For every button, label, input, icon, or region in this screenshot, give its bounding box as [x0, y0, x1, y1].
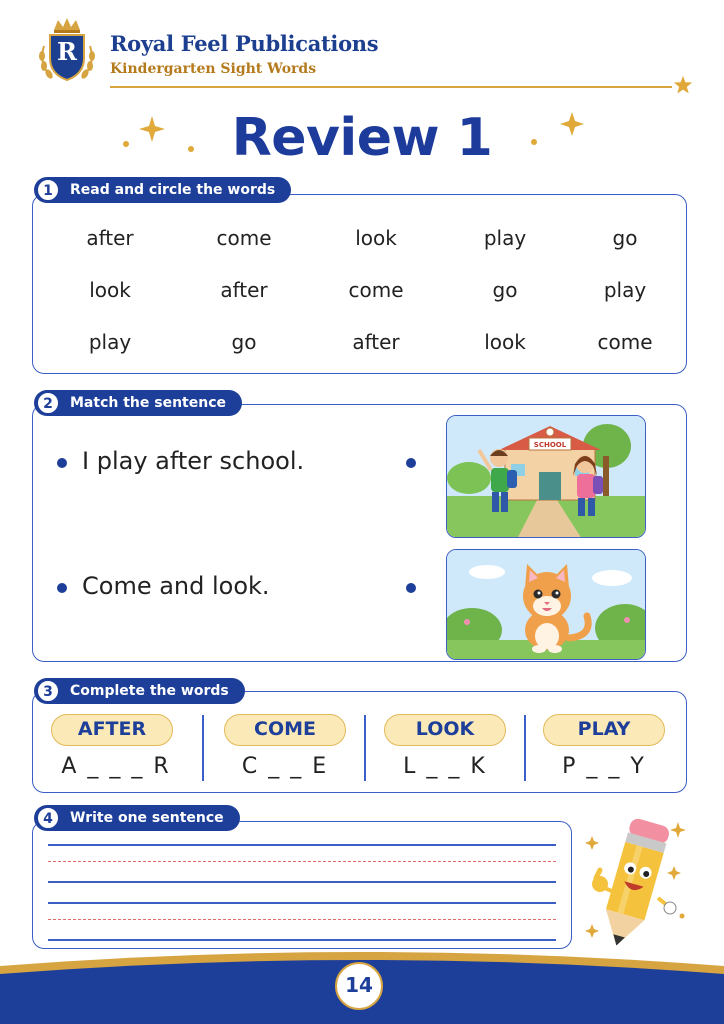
writing-line-mid — [48, 861, 556, 862]
writing-line-top — [48, 844, 556, 846]
section-number: 1 — [37, 179, 59, 201]
page-title: Review 1 — [231, 108, 493, 168]
writing-line-base — [48, 939, 556, 941]
sight-word[interactable]: after — [220, 278, 268, 302]
sight-word[interactable]: look — [355, 226, 397, 250]
publisher-name: Royal Feel Publications — [110, 31, 379, 56]
sight-word[interactable]: look — [89, 278, 131, 302]
sight-word[interactable]: play — [483, 226, 527, 250]
match-sentence: Come and look. — [82, 572, 270, 600]
fill-blank[interactable]: L _ _ K — [403, 754, 487, 779]
school-children-illustration — [447, 416, 646, 538]
section-3-tag — [34, 678, 245, 704]
sight-word[interactable]: go — [492, 278, 518, 302]
word-pill: LOOK — [384, 714, 506, 746]
section-number: 3 — [37, 680, 59, 702]
fill-blank[interactable]: A _ _ _ R — [61, 754, 171, 779]
section-1-tag — [34, 177, 291, 203]
sight-word[interactable]: come — [597, 330, 653, 354]
fill-blank[interactable]: C _ _ E — [241, 754, 329, 779]
series-subtitle: Kindergarten Sight Words — [110, 61, 317, 77]
cat-illustration — [447, 550, 646, 660]
pencil-mascot-icon — [578, 814, 698, 954]
sight-word[interactable]: go — [612, 226, 638, 250]
sight-word[interactable]: go — [231, 330, 257, 354]
section-number: 2 — [37, 392, 59, 414]
section-label: Read and circle the words — [70, 182, 276, 198]
section-2-tag — [34, 390, 242, 416]
writing-line-mid — [48, 919, 556, 920]
sight-word[interactable]: after — [86, 226, 134, 250]
fill-blank[interactable]: P _ _ Y — [562, 754, 646, 779]
school-picture — [446, 415, 646, 538]
logo-letter: R — [57, 37, 77, 66]
sight-word[interactable]: play — [603, 278, 647, 302]
section-write — [32, 821, 572, 949]
match-dot-left[interactable] — [57, 458, 67, 468]
match-dot-right[interactable] — [406, 583, 416, 593]
writing-line-base — [48, 881, 556, 883]
sight-word[interactable]: come — [348, 278, 404, 302]
page-number: 14 — [335, 962, 383, 1010]
section-number: 4 — [37, 807, 59, 829]
school-sign: SCHOOL — [533, 441, 567, 449]
star-icon — [672, 74, 694, 96]
word-pill: AFTER — [51, 714, 173, 746]
word-pill: PLAY — [543, 714, 665, 746]
sight-word[interactable]: after — [352, 330, 400, 354]
sight-word[interactable]: come — [216, 226, 272, 250]
word-pill: COME — [224, 714, 346, 746]
match-dot-right[interactable] — [406, 458, 416, 468]
section-label: Complete the words — [70, 683, 229, 699]
match-sentence: I play after school. — [82, 447, 305, 475]
cat-picture — [446, 549, 646, 660]
sight-word[interactable]: play — [88, 330, 132, 354]
section-label: Write one sentence — [70, 810, 224, 826]
sight-word[interactable]: look — [484, 330, 526, 354]
column-divider — [202, 715, 204, 781]
section-4-tag — [34, 805, 240, 831]
section-label: Match the sentence — [70, 395, 226, 411]
header-divider — [110, 86, 672, 88]
match-dot-left[interactable] — [57, 583, 67, 593]
writing-line-top — [48, 902, 556, 904]
